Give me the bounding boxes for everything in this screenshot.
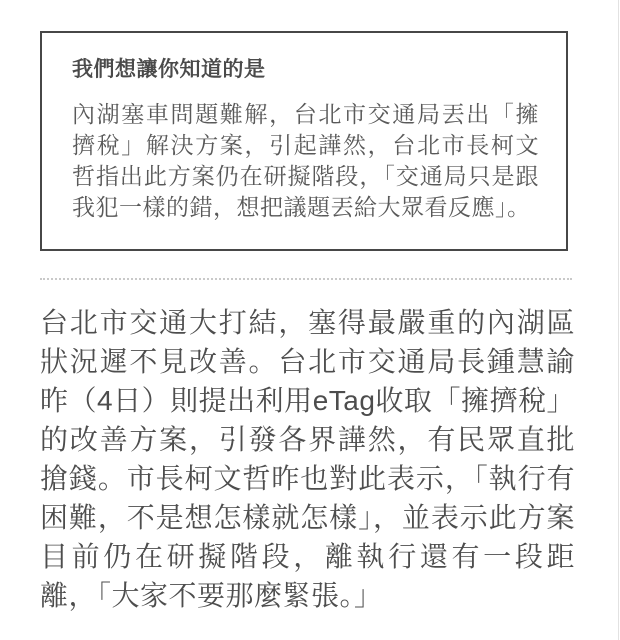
dotted-divider	[40, 278, 572, 280]
editor-note-body: 內湖塞車問題難解，台北市交通局丟出「擁擠稅」解決方案，引起譁然，台北市長柯文哲指出此方案仍在研擬階段，「交通局只是跟我犯一樣的錯，想把議題丟給大眾看反應」。	[72, 101, 539, 220]
editor-note-box	[40, 31, 568, 251]
editor-note-title: 我們想讓你知道的是	[72, 58, 266, 81]
page-edge-divider	[618, 0, 619, 640]
article-paragraph: 台北市交通大打結，塞得最嚴重的內湖區狀況遲不見改善。台北市交通局長鍾慧諭昨（4日）則提出利用eTag收取「擁擠稅」的改善方案，引發各界譁然，有民眾直批搶錢。市長柯文哲昨也對此表示，「執行有困難，不是想怎樣就怎樣」，並表示此方案目前仍在研擬階段，離執行還有一段距離，「大家不要那麼緊張。」	[40, 307, 575, 611]
